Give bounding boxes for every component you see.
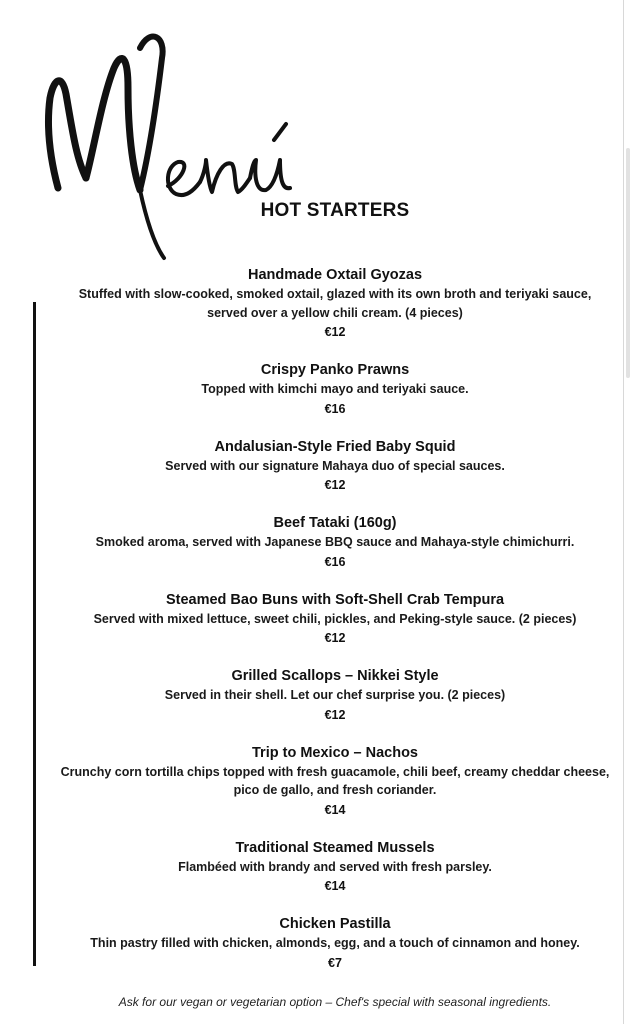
item-description: Served with our signature Mahaya duo of special sauces. bbox=[165, 458, 505, 473]
menu-item bbox=[60, 743, 610, 820]
section-title: HOT STARTERS bbox=[260, 200, 410, 221]
item-description: Smoked aroma, served with Japanese BBQ sauce and Mahaya-style chimichurri. bbox=[95, 535, 575, 549]
menu-item bbox=[60, 666, 610, 725]
item-price: €14 bbox=[324, 802, 346, 817]
item-price: €12 bbox=[324, 707, 346, 722]
footer-note: Ask for our vegan or vegetarian option – Chef's special with seasonal ingredients. bbox=[118, 995, 552, 1009]
menu-item bbox=[60, 437, 610, 496]
item-name: Traditional Steamed Mussels bbox=[235, 839, 435, 856]
item-name: Grilled Scallops – Nikkei Style bbox=[231, 668, 439, 684]
item-description: Thin pastry filled with chicken, almonds, egg, and a touch of cinnamon and honey. bbox=[90, 936, 580, 950]
menu-item bbox=[60, 265, 610, 342]
item-description: Flambéed with brandy and served with fresh parsley. bbox=[178, 859, 492, 874]
item-name: Trip to Mexico – Nachos bbox=[252, 744, 418, 761]
menu-item bbox=[60, 360, 610, 419]
menu-items-list bbox=[60, 265, 610, 991]
item-description: Served with mixed lettuce, sweet chili, pickles, and Peking-style sauce. (2 pieces) bbox=[93, 611, 577, 626]
item-name: Chicken Pastilla bbox=[279, 916, 391, 932]
menu-script-logo bbox=[28, 18, 308, 268]
menu-item bbox=[60, 513, 610, 572]
menu-script-logo-drawing bbox=[28, 18, 308, 268]
item-price: €12 bbox=[324, 325, 346, 339]
item-description: Crunchy corn tortilla chips topped with fresh guacamole, chili beef, creamy cheddar cheese, pico de gallo, and fresh coriander. bbox=[60, 764, 610, 797]
item-name: Andalusian-Style Fried Baby Squid bbox=[214, 438, 456, 455]
item-description: Topped with kimchi mayo and teriyaki sauce. bbox=[201, 382, 469, 396]
item-price: €7 bbox=[328, 955, 342, 970]
item-name: Steamed Bao Buns with Soft-Shell Crab Tempura bbox=[165, 591, 505, 608]
scrollbar-thumb[interactable] bbox=[626, 148, 630, 378]
menu-item bbox=[60, 838, 610, 897]
item-price: €12 bbox=[324, 631, 346, 645]
item-price: €14 bbox=[324, 879, 346, 893]
item-description: Stuffed with slow-cooked, smoked oxtail, glazed with its own broth and teriyaki sauce, served over a yellow chili cream. (4 pieces) bbox=[78, 287, 592, 320]
item-name: Beef Tataki (160g) bbox=[273, 515, 397, 531]
item-name: Crispy Panko Prawns bbox=[260, 362, 410, 378]
menu-item bbox=[60, 914, 610, 973]
decorative-vertical-rule bbox=[33, 302, 36, 966]
item-name: Handmade Oxtail Gyozas bbox=[247, 267, 423, 283]
item-price: €12 bbox=[324, 478, 346, 492]
menu-item bbox=[60, 590, 610, 649]
item-price: €16 bbox=[324, 554, 346, 569]
item-description: Served in their shell. Let our chef surprise you. (2 pieces) bbox=[164, 688, 506, 702]
item-price: €16 bbox=[324, 401, 346, 416]
